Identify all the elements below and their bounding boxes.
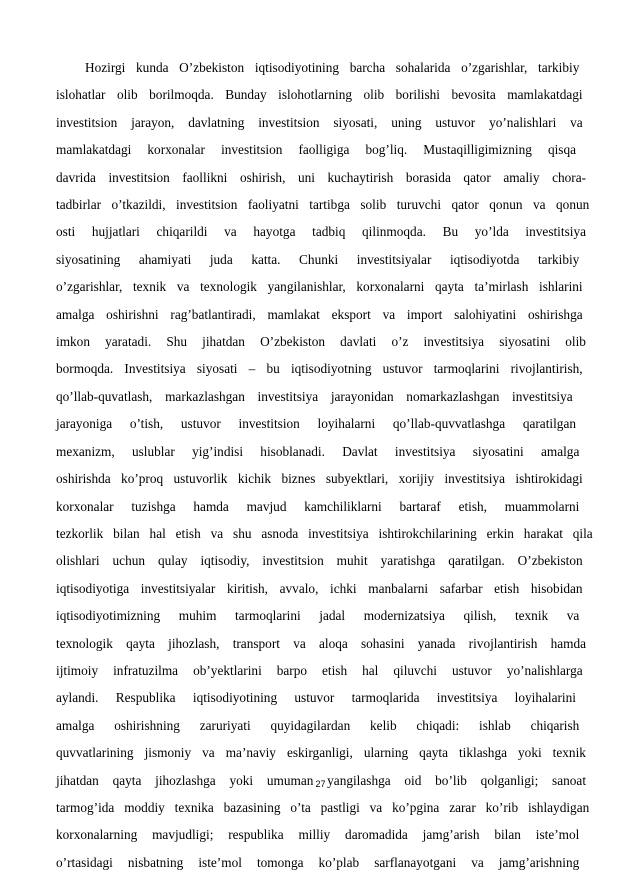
text-line: mexanizm, uslublar yig’indisi hisoblanadi. Davlat investitsiya siyosatini amalga	[56, 443, 580, 459]
text-line: oshirishda ko’proq ustuvorlik kichik biznes subyektlari, xorijiy investitsiya ishtirokidagi	[56, 471, 583, 487]
text-line: tadbirlar o’tkazildi, investitsion faoliyatni tartibga solib turuvchi qator qonun va qonun	[56, 197, 590, 213]
text-line: jarayoniga o’tish, ustuvor investitsion loyihalarni qo’llab-quvvatlashga qaratilgan	[56, 416, 576, 432]
text-line: siyosatining ahamiyati juda katta. Chunki investitsiyalar iqtisodiyotda tarkibiy	[56, 251, 580, 267]
text-line: korxonalar tuzishga hamda mavjud kamchiliklarni bartaraf etish, muammolarni	[56, 498, 580, 514]
text-line: iqtisodiyotiga investitsiyalar kiritish, avvalo, ichki manbalarni safarbar etish hisobidan	[56, 580, 583, 596]
text-line: o’zgarishlar, texnik va texnologik yangilanishlar, korxonalarni qayta ta’mirlash ishlarini	[56, 279, 583, 295]
text-line: o’rtasidagi nisbatning iste’mol tomonga ko’plab sarflanayotgani va jamg’arishning	[56, 854, 580, 870]
text-line: texnologik qayta jihozlash, transport va aloqa sohasini yanada rivojlantirish hamda	[56, 635, 587, 651]
text-line: tarmog’ida moddiy texnika bazasining o’ta pastligi va ko’pgina zarar ko’rib ishlaydigan	[56, 799, 590, 815]
text-line: olishlari uchun qulay iqtisodiy, investitsion muhit yaratishga qaratilgan. O’zbekiston	[56, 553, 583, 569]
text-line: imkon yaratadi. Shu jihatdan O’zbekiston davlati o’z investitsiya siyosatini olib	[56, 334, 586, 350]
body-paragraph	[56, 54, 593, 876]
text-line: korxonalarning mavjudligi; respublika milliy daromadida jamg’arish bilan iste’mol	[56, 827, 580, 843]
text-line: mamlakatdagi korxonalar investitsion faolligiga bog’liq. Mustaqilligimizning qisqa	[56, 142, 577, 158]
text-line: osti hujjatlari chiqarildi va hayotga tadbiq qilinmoqda. Bu yo’lda investitsiya	[56, 224, 586, 240]
text-line: davrida investitsion faollikni oshirish, uni kuchaytirish borasida qator amaliy chora-	[56, 169, 587, 185]
text-line: investitsion jarayon, davlatning investitsion siyosati, uning ustuvor yo’nalishlari va	[56, 114, 583, 130]
text-line: amalga oshirishning zaruriyati quyidagilardan kelib chiqadi: ishlab chiqarish	[56, 717, 580, 733]
text-line: jihatdan qayta jihozlashga yoki umuman yangilashga oid bo’lib qolganligi; sanoat	[56, 772, 587, 788]
text-line: islohatlar olib borilmoqda. Bunday islohotlarning olib borilishi bevosita mamlakatdagi	[56, 87, 583, 103]
text-line: bormoqda. Investitsiya siyosati – bu iqtisodiyotning ustuvor tarmoqlarini rivojlantirish,	[56, 361, 583, 377]
text-line: Hozirgi kunda O’zbekiston iqtisodiyotining barcha sohalarida o’zgarishlar, tarkibiy	[85, 60, 580, 75]
text-line: ijtimoiy infratuzilma ob’yektlarini barpo etish hal qiluvchi ustuvor yo’nalishlarga	[56, 662, 583, 678]
page-number: 27	[315, 779, 326, 789]
text-line: quvvatlarining jismoniy va ma’naviy eskirganligi, ularning qayta tiklashga yoki texnik	[56, 745, 586, 761]
text-line: qo’llab-quvatlash, markazlashgan investitsiya jarayonidan nomarkazlashgan investitsiya	[56, 388, 573, 404]
text-line: aylandi. Respublika iqtisodiyotining ustuvor tarmoqlarida investitsiya loyihalarini	[56, 690, 576, 706]
text-line: tezkorlik bilan hal etish va shu asnoda investitsiya ishtirokchilarining erkin harakat qila	[56, 525, 593, 541]
text-line: iqtisodiyotimizning muhim tarmoqlarini jadal modernizatsiya qilish, texnik va	[56, 608, 580, 624]
text-line: amalga oshirishni rag’batlantiradi, mamlakat eksport va import salohiyatini oshirishga	[56, 306, 583, 322]
